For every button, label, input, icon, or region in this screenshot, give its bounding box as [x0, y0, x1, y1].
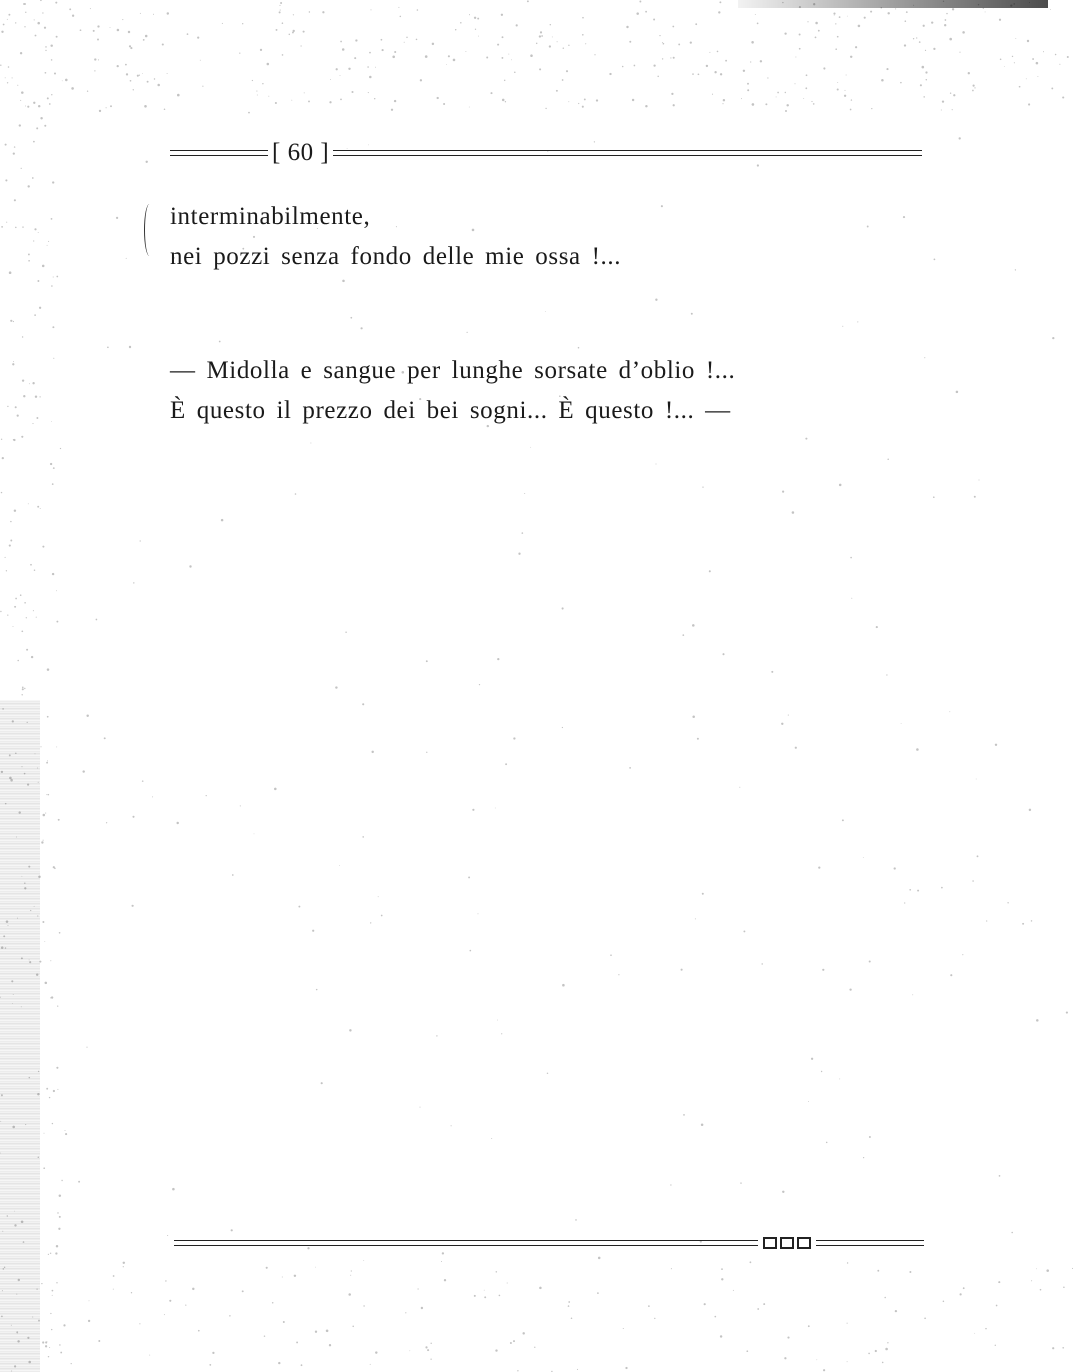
stanza-2 [170, 351, 735, 431]
box-ornament [758, 1237, 816, 1249]
ornament-square [780, 1237, 794, 1249]
stanza-1 [170, 197, 621, 277]
poem-line: — Midolla e sangue per lunghe sorsate d’oblio !... [170, 357, 736, 384]
page-header [170, 138, 922, 168]
page-number: [ 60 ] [272, 139, 330, 166]
page-footer [174, 1232, 924, 1254]
header-rule-left [170, 150, 268, 156]
poem-line: interminabilmente, [170, 203, 371, 230]
header-rule-right [333, 150, 922, 156]
poem-line: nei pozzi senza fondo delle mie ossa !... [170, 243, 622, 270]
margin-bracket [144, 204, 153, 256]
scan-edge-shadow [0, 700, 40, 1372]
ornament-square [763, 1237, 777, 1249]
footer-rule-right [816, 1240, 924, 1246]
scan-top-edge [738, 0, 1048, 8]
ornament-square [797, 1237, 811, 1249]
footer-rule-left [174, 1240, 758, 1246]
poem-line: È questo il prezzo dei bei sogni... È questo !... — [170, 397, 731, 424]
